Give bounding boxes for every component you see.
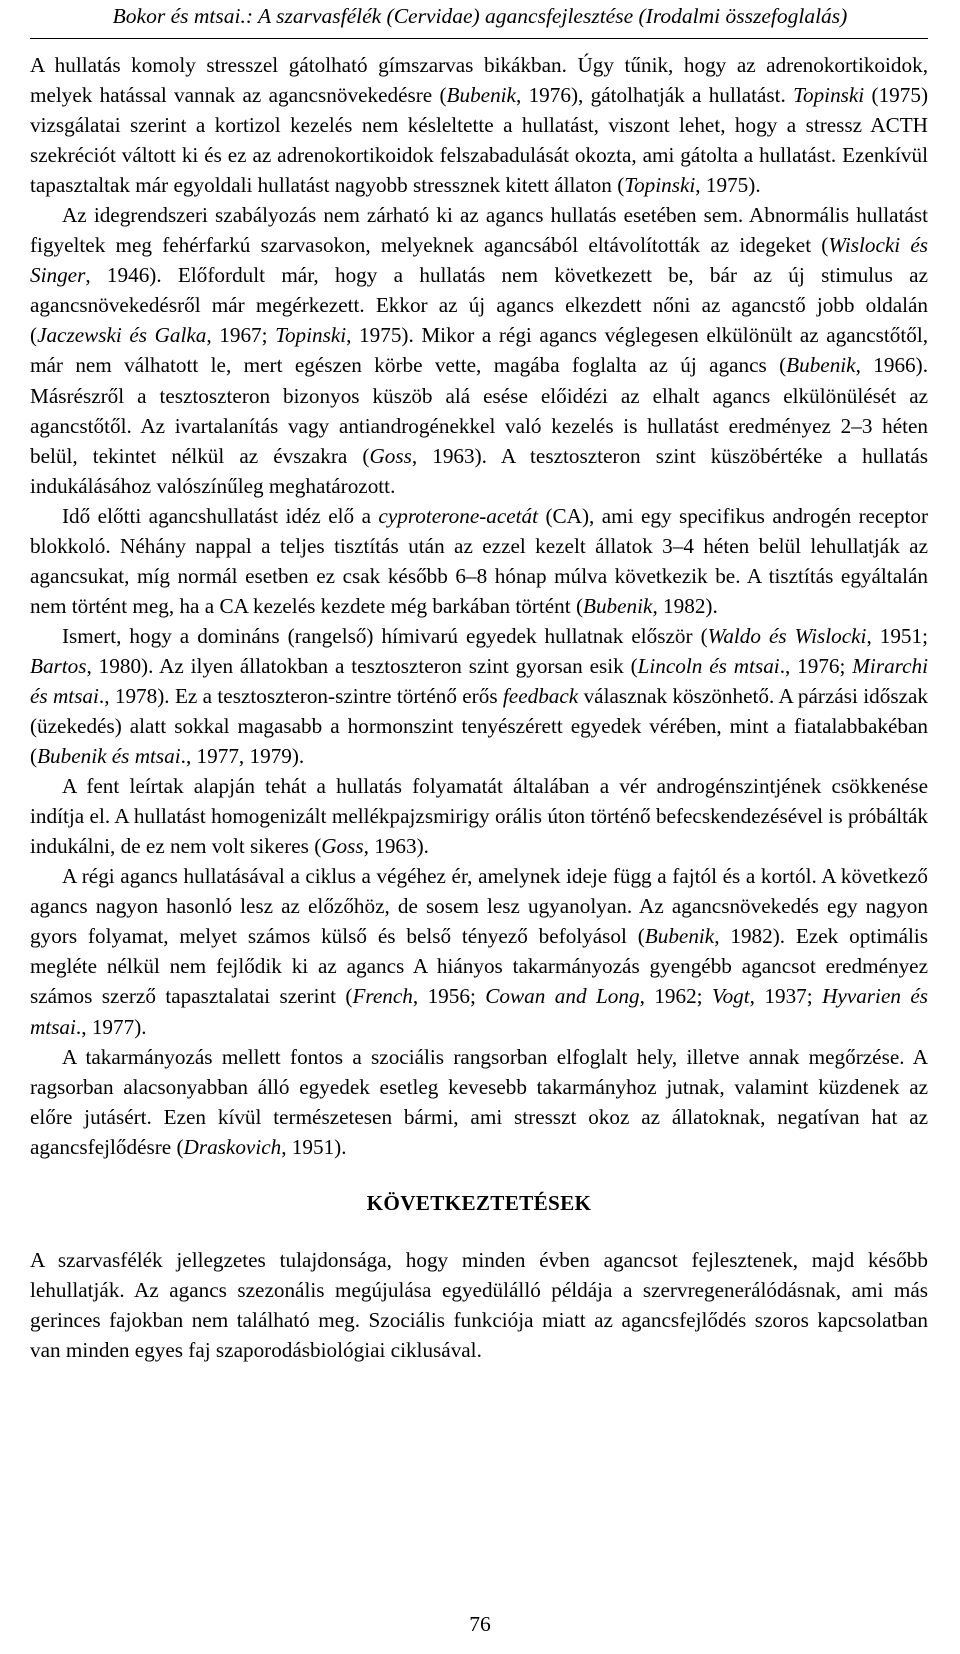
text-run: válasznak köszönhető. A párzási időszak (üzekedés) alatt sokkal magasabb a hormonszint tenyészérett egyedek vérében, mint a fiatalabbakéban ( (30, 683, 928, 769)
citation-italic: cyproterone-acetát (378, 503, 539, 528)
text-run: , 1966). Másrészről a tesztoszteron bizonyos küszöb alá esése előidézi az elhalt agancs elkülönülését az agancstőtől. Az ivartalanítás vagy antiandrogénekkel való kezelés is hullatást eredményez 2–3 héten belül, tekintet nélkül az évszakra ( (30, 353, 928, 468)
citation-italic: Bubenik és mtsai (37, 744, 181, 769)
paragraph (30, 1042, 928, 1162)
citation-italic: Goss (369, 443, 412, 468)
paragraph-list (30, 50, 928, 1162)
citation-italic: feedback (502, 683, 579, 708)
paragraph (30, 621, 928, 771)
text-run: A régi agancs hullatásával a ciklus a végéhez ér, amelynek ideje függ a fajtól és a kortól. A következő agancs nagyon hasonló lesz az előzőhöz, de sosem lesz ugyanolyan. Az agancsnövekedés egy nagyon gyors folyamat, melyet számos külső és belső tényező befolyásol ( (30, 864, 928, 949)
header-rule (30, 38, 928, 39)
citation-italic: Bubenik (583, 593, 653, 618)
citation-italic: Hyvarien és mtsai (30, 984, 929, 1039)
paragraph (30, 50, 928, 200)
text-run: , 1975). Mikor a régi agancs véglegesen elkülönült az agancstőtől, már nem válhatott le, mert egészen körbe vette, magába foglalta az új agancs ( (30, 323, 929, 378)
text-run: , 1962; (639, 984, 712, 1009)
citation-italic: Topinski (624, 173, 696, 198)
text-run: A takarmányozás mellett fontos a szociális rangsorban elfoglalt hely, illetve annak megőrzése. A ragsorban alacsonyabban álló egyedek esetleg kevesebb takarmányhoz jutnak, valamint küzdenek az előre jutásért. Ezen kívül természetesen bármi, ami stresszt okoz az állatoknak, negatívan hat az agancsfejlődésre ( (30, 1044, 928, 1159)
text-run: , 1956; (412, 984, 486, 1009)
citation-italic: Bubenik (446, 83, 516, 108)
paragraph (30, 200, 928, 500)
text-run: , 1976), gátolhatják a hullatást. (515, 83, 794, 108)
text-run: , 1975). (695, 173, 761, 198)
text-run: A szarvasfélék jellegzetes tulajdonsága, hogy minden évben agancsot fejlesztenek, majd később lehullatják. Az agancs szezonális megújulása egyedülálló példája a szervregenerálódásnak, ami más gerinces fajokban nem található meg. Szociális funkciója miatt az agancsfejlődés szoros kapcsolatban van minden egyes faj szaporodásbiológiai ciklusával. (30, 1247, 928, 1362)
citation-italic: Topinski (793, 83, 865, 108)
text-run: , 1982). Ezek optimális megléte nélkül nem fejlődik ki az agancs A hiányos takarmányozás gyengébb agancsot eredményez számos szerző tapasztalatai szerint ( (30, 924, 928, 1009)
paragraph (30, 771, 928, 861)
text-run: (1975) vizsgálatai szerint a kortizol kezelés nem késleltette a hullatást, viszont lehet, hogy a stressz ACTH szekréciót váltott ki és ez az adrenokortikoidok felszabadulását okozta, ami gátolta a hullatást. Ezenkívül tapasztaltak már egyoldali hullatást nagyobb stressznek kitett állaton ( (30, 83, 928, 198)
text-run: Idő előtti agancshullatást idéz elő a (62, 503, 379, 528)
text-run: Az idegrendszeri szabályozás nem zárható ki az agancs hullatás esetében sem. Abnormális hullatást figyeltek meg fehérfarkú szarvasokon, melyeknek agancsából eltávolították az idegeket ( (30, 203, 928, 258)
text-run: , 1982). (652, 593, 718, 618)
text-run: , 1946). Előfordult már, hogy a hullatás nem következett be, bár az új stimulus az agancsnövekedésről már megérkezett. Ekkor az új agancs elkezdett nőni az agancstő jobb oldalán ( (30, 263, 928, 348)
paragraph (30, 501, 928, 621)
paragraph (30, 861, 928, 1041)
text-run: , 1937; (749, 984, 823, 1009)
citation-italic: Waldo és Wislocki (707, 623, 867, 648)
citation-italic: Draskovich (183, 1134, 282, 1159)
text-run: , 1963). A tesztoszteron szint küszöbértéke a hullatás indukálásához valószínűleg meghatározott. (30, 443, 928, 498)
citation-italic: Bubenik (786, 353, 856, 378)
text-run: ., 1977, 1979). (180, 744, 305, 769)
citation-italic: Goss (321, 834, 364, 859)
section-title: KÖVETKEZTETÉSEK (366, 1190, 592, 1215)
citation-italic: Jaczewski és Galka (37, 323, 207, 348)
citation-italic: Cowan and Long (485, 984, 640, 1009)
text-run: , 1980). Az ilyen állatokban a tesztoszteron szint gyorsan esik ( (86, 653, 638, 678)
text-run: A fent leírtak alapján tehát a hullatás folyamatát általában a vér androgénszintjének csökkenése indítja el. A hullatást homogenizált mellékpajzsmirigy orális úton történő befecskendezésével is próbálták indukálni, de ez nem volt sikeres ( (30, 774, 928, 859)
citation-italic: French (352, 984, 413, 1009)
conclusion-paragraph-list (30, 1245, 928, 1365)
text-run: ., 1976; (779, 653, 853, 678)
citation-italic: Lincoln és mtsai (637, 653, 780, 678)
text-run: , 1967; (206, 323, 276, 348)
text-run: ., 1978). Ez a tesztoszteron-szintre történő erős (98, 683, 503, 708)
citation-italic: Mirarchi és mtsai (30, 653, 928, 708)
citation-italic: Topinski (275, 323, 347, 348)
article-body (30, 50, 928, 1365)
running-header: Bokor és mtsai.: A szarvasfélék (Cervidae) agancsfejlesztése (Irodalmi összefoglalás) (112, 4, 848, 28)
citation-italic: Bubenik (644, 924, 715, 949)
text-run: , 1951; (866, 623, 928, 648)
text-run: , 1951). (281, 1134, 347, 1159)
citation-italic: Bartos (30, 653, 87, 678)
paragraph (30, 1245, 928, 1365)
text-run: (CA), ami egy specifikus androgén receptor blokkoló. Néhány nappal a teljes tisztítás után az ezzel kezelt állatok 3–4 héten belül lehullatják az agancsukat, míg normál esetben ez csak később 6–8 hónap múlva következik be. A tisztítás egyáltalán nem történt meg, ha a CA kezelés kezdete még barkában történt ( (30, 503, 929, 618)
text-run: ., 1977). (75, 1014, 147, 1039)
text-run: Ismert, hogy a domináns (rangelső) hímivarú egyedek hullatnak először ( (62, 623, 708, 648)
text-run: , 1963). (363, 834, 429, 859)
citation-italic: Vogt (712, 984, 750, 1009)
page-number: 76 (469, 1612, 491, 1636)
text-run: A hullatás komoly stresszel gátolható gímszarvas bikákban. Úgy tűnik, hogy az adrenokortikoidok, melyek hatással vannak az agancsnövekedésre ( (30, 53, 928, 108)
citation-italic: Wislocki és Singer (30, 233, 928, 288)
